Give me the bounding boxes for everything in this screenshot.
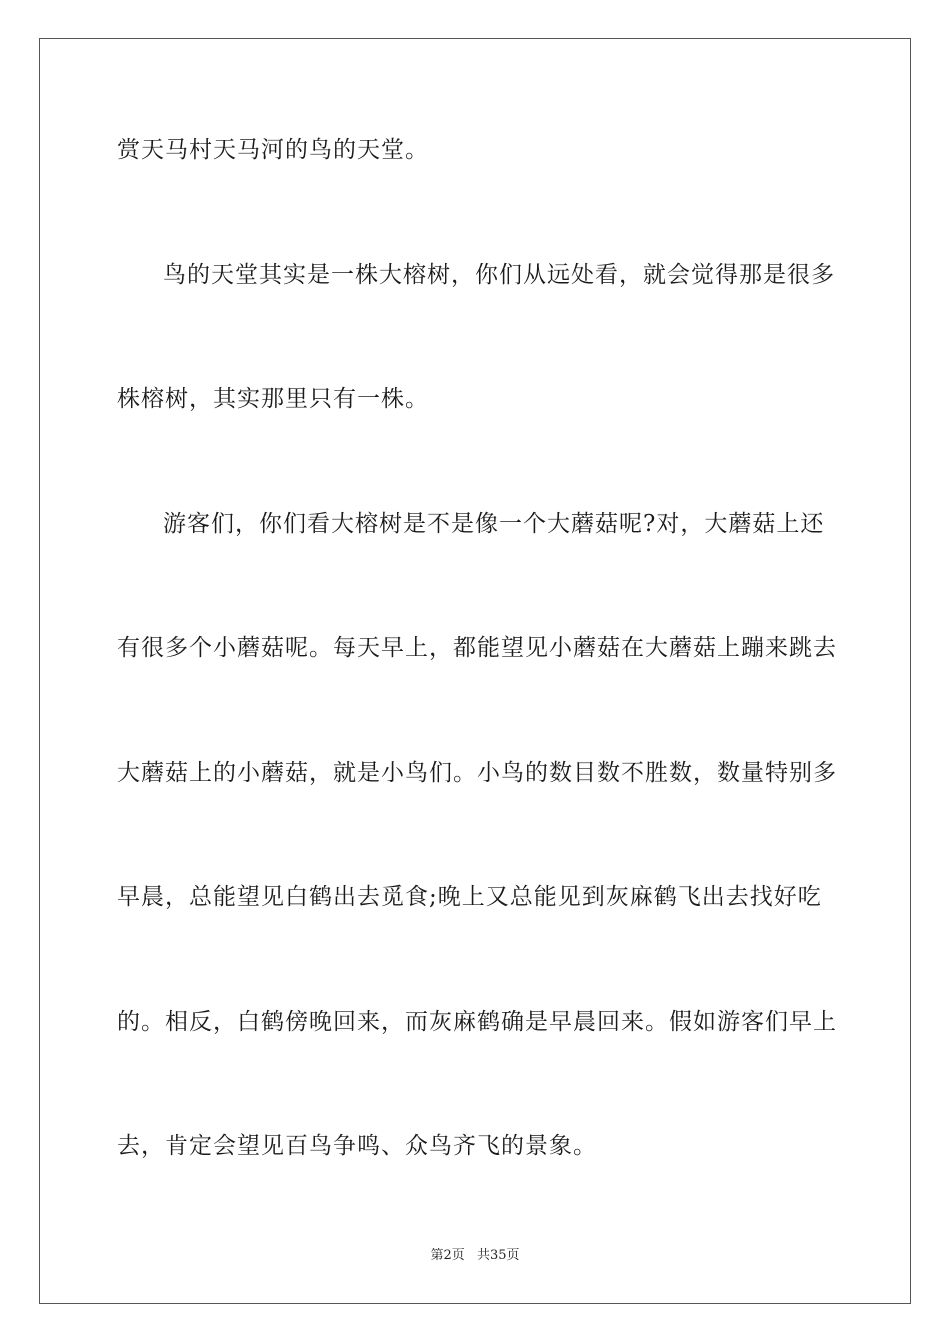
page-border bbox=[39, 38, 911, 1304]
text-line: 株榕树，其实那里只有一株。 bbox=[117, 386, 429, 412]
page-number: 第2页 bbox=[430, 1248, 465, 1263]
paragraph-start-line: 鸟的天堂其实是一株大榕树，你们从远处看，就会觉得那是很多 bbox=[163, 262, 835, 288]
text-line: 赏天马村天马河的鸟的天堂。 bbox=[117, 137, 429, 163]
text-line: 的。相反，白鹤傍晚回来，而灰麻鹤确是早晨回来。假如游客们早上 bbox=[117, 1009, 837, 1035]
text-line: 早晨，总能望见白鹤出去觅食;晚上又总能见到灰麻鹤飞出去找好吃 bbox=[117, 884, 822, 910]
text-line: 去，肯定会望见百鸟争鸣、众鸟齐飞的景象。 bbox=[117, 1133, 597, 1159]
page-footer bbox=[0, 1247, 950, 1265]
paragraph-start-line: 游客们，你们看大榕树是不是像一个大蘑菇呢?对，大蘑菇上还 bbox=[163, 511, 825, 537]
page-total: 共35页 bbox=[476, 1248, 520, 1263]
text-line: 大蘑菇上的小蘑菇，就是小鸟们。小鸟的数目数不胜数，数量特别多 bbox=[117, 760, 837, 786]
text-line: 有很多个小蘑菇呢。每天早上，都能望见小蘑菇在大蘑菇上蹦来跳去 bbox=[117, 635, 837, 661]
